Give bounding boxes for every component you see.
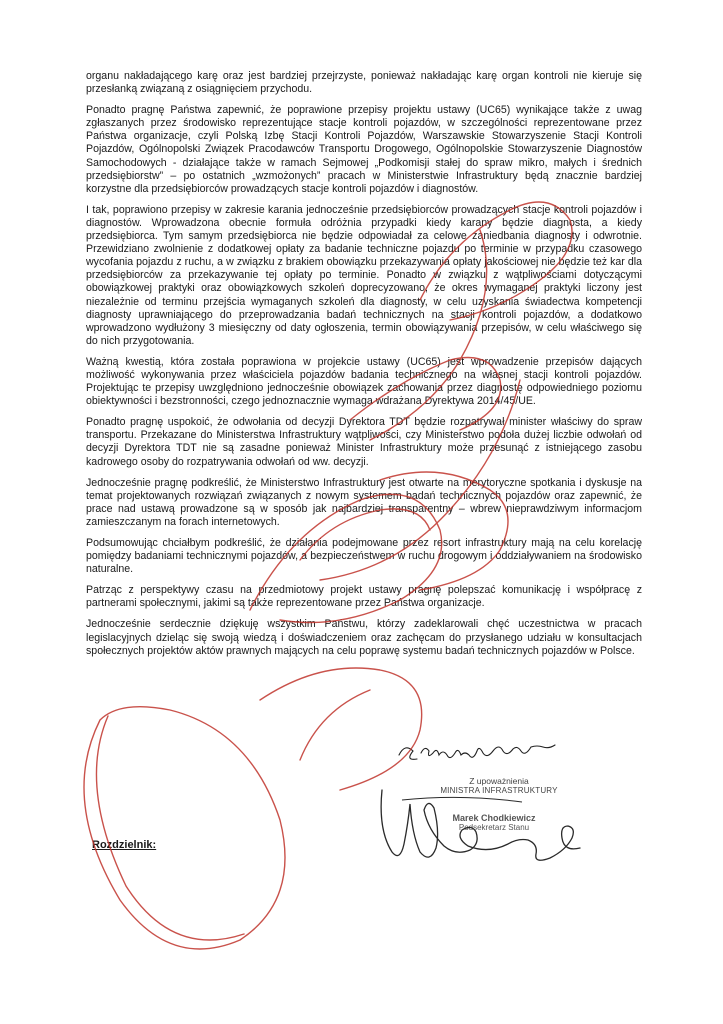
paragraph-6: Jednocześnie pragnę podkreślić, że Ministerstwo Infrastruktury jest otwarte na merytoryczne spotkania i dyskusje na temat projektowanych rozwiązań związanych z nowym systemem badań technicznych pojazdów oraz zapewnić, że prace nad ustawą prowadzone są w sposób jak najbardziej transparentny – wbrew nieprawdziwym informacjom zamieszczanym na forach internetowych.	[86, 476, 642, 528]
handwritten-signature	[372, 770, 602, 870]
stamp-line-1: Z upoważnienia	[469, 776, 529, 786]
paragraph-4: Ważną kwestią, która została poprawiona w projekcie ustawy (UC65) jest wprowadzenie przepisów dających możliwość wykonywania przez właściciela pojazdów badania technicznego na własnej stacji kontroli pojazdów. Projektując te przepisy uwzględniono jednocześnie obowiązek zachowania przez diagnostę odpowiedniego poziomu obiektywności i bezstronności, czego jednoznacznie wymaga wdrażana Dyrektywa 2014/45/UE.	[86, 355, 642, 408]
signer-name: Marek Chodkiewicz	[452, 813, 536, 823]
stamp-line-2: MINISTRA INFRASTRUKTURY	[440, 786, 558, 795]
paragraph-5: Ponadto pragnę uspokoić, że odwołania od decyzji Dyrektora TDT będzie rozpatrywał minister właściwy do spraw transportu. Przekazane do Ministerstwa Infrastruktury wątpliwości, czy Ministerstwo podoła dużej liczbie odwołań od decyzji Dyrektora TDT nie są zasadne ponieważ Minister Infrastruktury może przesunąć z istniejącego zasobu kadrowego osoby do rozpatrywania odwołań od ww. decyzji.	[86, 416, 642, 468]
signer-role: Podsekretarz Stanu	[458, 823, 530, 832]
paragraph-9: Jednocześnie serdecznie dziękuję wszystkim Państwu, którzy zadeklarowali chęć uczestnictwa w pracach legislacyjnych dzieląc się swoją wiedzą i doświadczeniem oraz zachęcam do przysłanego udziału w konsultacjach społecznych projektów aktów prawnych mających na celu poprawę systemu badań technicznych pojazdów w Polsce.	[86, 618, 642, 657]
paragraph-3: I tak, poprawiono przepisy w zakresie karania jednocześnie przedsiębiorców prowadzących stacje kontroli pojazdów i diagnostów. Wprowadzona obecnie formuła odróżnia przypadki kiedy karany będzie diagnosta, a kiedy przedsiębiorca. Tym samym przedsiębiorca nie będzie odpowiadał za celowe zaniedbania diagnosty i odwrotnie. Przewidziano zwolnienie z dodatkowej opłaty za badanie techniczne pojazdu po terminie w przypadku czasowego wycofania pojazdu z ruchu, a w związku z brakiem obowiązku przekazywania opłaty jakościowej nie będzie też kar dla przedsiębiorców za przekazywanie tej opłaty po terminie. Ponadto w związku z wątpliwościami dotyczącymi obowiązkowej praktyki oraz obowiązkowych szkoleń doprecyzowano, że okres wymaganej praktyki liczony jest niezależnie od terminu przejścia wymaganych szkoleń dla diagnosty, w celu uzyskania świadectwa kompetencji diagnosty uprawniającego do przeprowadzania badań technicznych na stacji kontroli pojazdów, a dodatkowo wprowadzono wydłużony 3 miesięczny od daty ogłoszenia, termin obowiązywania przepisów, w celu właściwego się do nich przygotowania.	[86, 203, 642, 347]
paragraph-8: Patrząc z perspektywy czasu na przedmiotowy projekt ustawy pragnę polepszać komunikację i współpracę z partnerami społecznymi, jakimi są także reprezentowane przez Państwa organizacje.	[86, 584, 642, 610]
paragraph-1: organu nakładającego karę oraz jest bardziej przejrzyste, ponieważ nakładając karę organ kontroli nie kieruje się przesłanką związaną z osiągnięciem przychodu.	[86, 70, 642, 96]
paragraph-7: Podsumowując chciałbym podkreślić, że działania podejmowane przez resort infrastruktury mają na celu korelację pomiędzy badaniami technicznymi pojazdów, a bezpieczeństwem w ruchu drogowym i oddziaływaniem na środowisko naturalne.	[86, 537, 642, 576]
distribution-label: Rozdzielnik:	[92, 839, 157, 851]
letter-body	[86, 70, 642, 666]
paragraph-2: Ponadto pragnę Państwa zapewnić, że poprawione przepisy projektu ustawy (UC65) wynikające także z uwag zgłaszanych przez środowisko reprezentujące stacje kontroli pojazdów, w szczególności reprezentowane przez Państwa organizacje, czyli Polską Izbę Stacji Kontroli Pojazdów, Warszawskie Stowarzyszenie Stacji Kontroli Pojazdów, Ogólnopolski Związek Pracodawców Transportu Drogowego, Ogólnopolskie Stowarzyszenie Diagnostów Samochodowych - działające także w ramach Sejmowej „Podkomisji stałej do spraw mikro, małych i średnich przedsiębiorstw” – po ostatnich „wzmożonych” pracach w Ministerstwie Infrastruktury będą znacznie bardziej korzystne dla przedsiębiorców prowadzących stacje kontroli pojazdów i diagnostów.	[86, 104, 642, 195]
handwritten-closing-note	[395, 735, 595, 765]
